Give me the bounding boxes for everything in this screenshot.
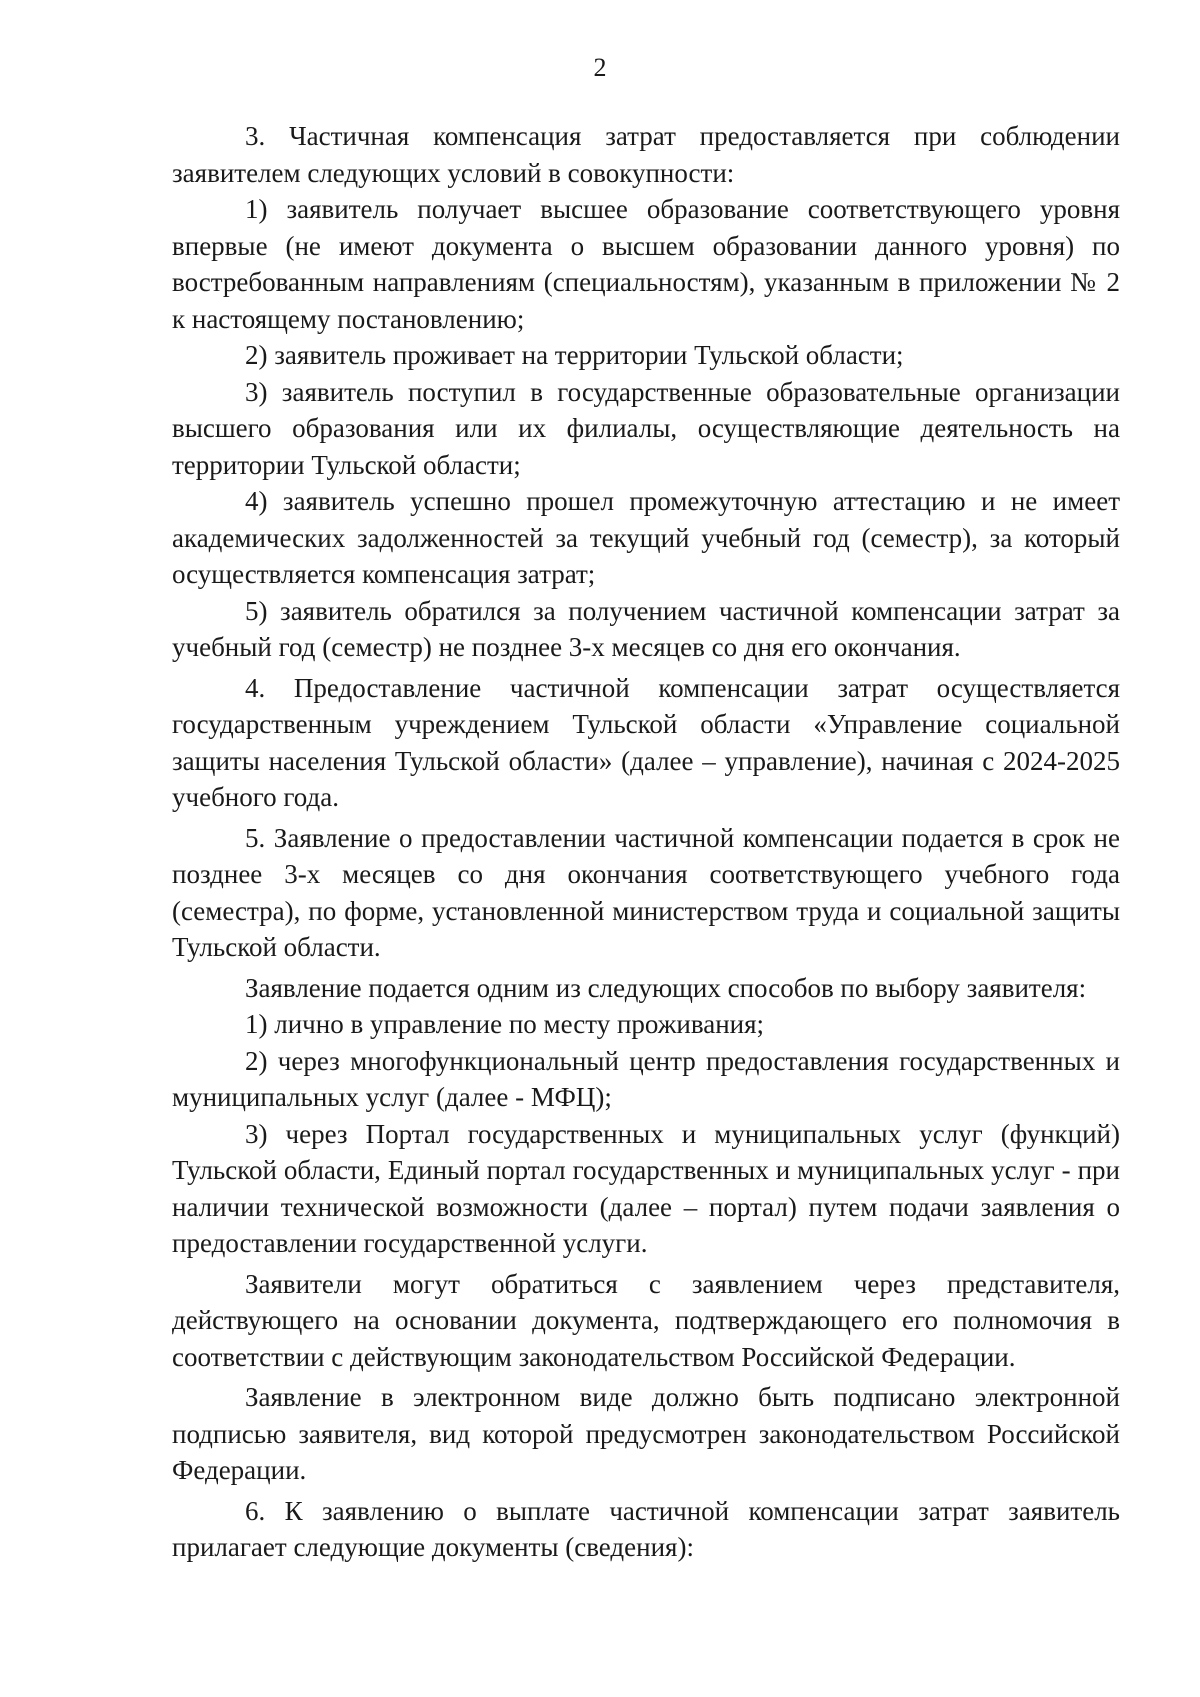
page-number: 2 — [593, 53, 607, 82]
condition-2: 2) заявитель проживает на территории Тульской области; — [245, 340, 904, 370]
electronic-signature-paragraph: Заявление в электронном виде должно быть подписано электронной подписью заявителя, вид которой предусмотрен законодательством Российской Федерации. — [172, 1382, 1120, 1485]
paragraph-3: 3. Частичная компенсация затрат предоставляется при соблюдении заявителем следующих условий в совокупности: — [172, 121, 1120, 188]
paragraph-6: 6. К заявлению о выплате частичной компенсации затрат заявитель прилагает следующие документы (сведения): — [172, 1495, 1120, 1562]
condition-3: 3) заявитель поступил в государственные образовательные организации высшего образования или их филиалы, осуществляющие деятельность на территории Тульской области; — [172, 376, 1120, 480]
condition-1: 1) заявитель получает высшее образование соответствующего уровня впервые (не имеют документа о высшем образовании данного уровня) по востребованным направлениям (специальностям), указанным в приложении № 2 к настоящему постановлению; — [172, 194, 1120, 334]
paragraph-4: 4. Предоставление частичной компенсации затрат осуществляется государственным учреждением Тульской области «Управление социальной защиты населения Тульской области» (далее – управление), начиная с 2024-2025 учебного года. — [172, 672, 1120, 812]
submission-method-3: 3) через Портал государственных и муниципальных услуг (функций) Тульской области, Единый портал государственных и муниципальных услуг - при наличии технической возможности (далее – портал) путем подачи заявления о предоставлении государственной услуги. — [172, 1118, 1120, 1258]
submission-method-1: 1) лично в управление по месту проживания; — [245, 1009, 765, 1039]
representative-paragraph: Заявители могут обратиться с заявлением через представителя, действующего на основании документа, подтверждающего его полномочия в соответствии с действующим законодательством Российской Федерации. — [172, 1268, 1120, 1372]
submission-methods-intro: Заявление подается одним из следующих способов по выбору заявителя: — [245, 972, 1087, 1003]
document-body — [172, 118, 1120, 1566]
submission-method-2: 2) через многофункциональный центр предоставления государственных и муниципальных услуг (далее - МФЦ); — [172, 1045, 1120, 1112]
paragraph-5: 5. Заявление о предоставлении частичной компенсации подается в срок не позднее 3-х месяцев со дня окончания соответствующего учебного года (семестра), по форме, установленной министерством труда и социальной защиты Тульской области. — [172, 822, 1120, 962]
condition-4: 4) заявитель успешно прошел промежуточную аттестацию и не имеет академических задолженностей за текущий учебный год (семестр), за который осуществляется компенсация затрат; — [172, 486, 1120, 589]
condition-5: 5) заявитель обратился за получением частичной компенсации затрат за учебный год (семестр) не позднее 3-х месяцев со дня его окончания. — [172, 595, 1120, 662]
